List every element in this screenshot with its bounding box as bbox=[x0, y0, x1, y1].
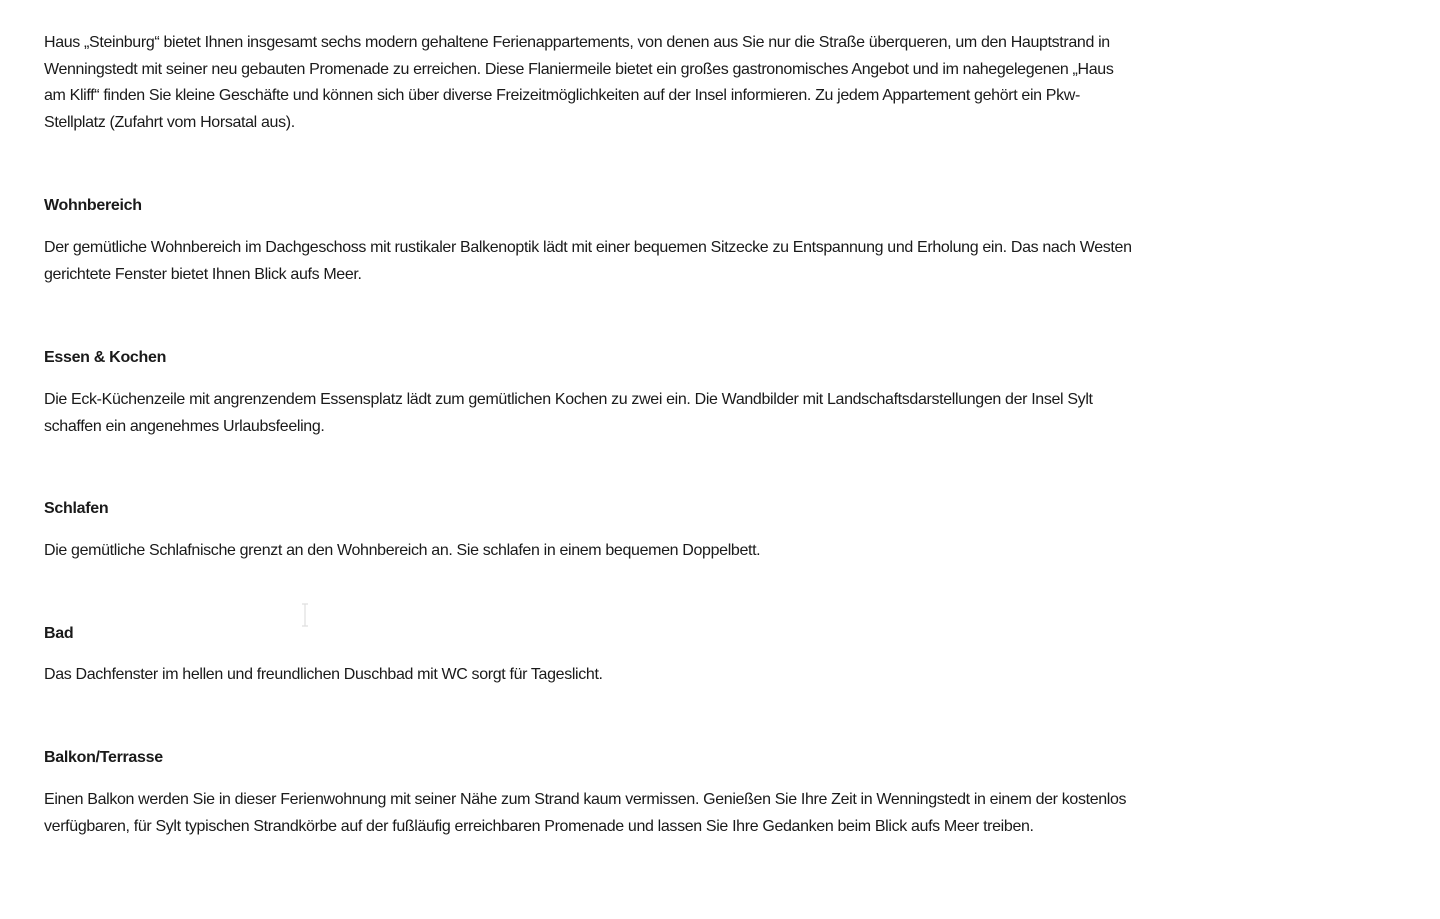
section-paragraph-balkon-terrasse bbox=[44, 787, 1126, 840]
text-line: Stellplatz (Zufahrt vom Horsatal aus). bbox=[44, 114, 295, 132]
text-cursor-icon bbox=[300, 603, 310, 627]
section-paragraph-schlafen bbox=[44, 538, 760, 565]
section-heading-wohnbereich: Wohnbereich bbox=[44, 197, 142, 214]
text-line: Einen Balkon werden Sie in dieser Ferienwohnung mit seiner Nähe zum Strand kaum vermissen. Genießen Sie Ihre Zeit in Wenningstedt in einem der kostenlos bbox=[44, 791, 1127, 808]
text-line: schaffen ein angenehmes Urlaubsfeeling. bbox=[44, 417, 325, 435]
intro-paragraph bbox=[44, 30, 1113, 137]
text-line: Der gemütliche Wohnbereich im Dachgeschoss mit rustikaler Balkenoptik lädt mit einer bequemen Sitzecke zu Entspannung und Erholung ein. Das nach Westen bbox=[44, 239, 1132, 256]
text-line: verfügbaren, für Sylt typischen Strandkörbe auf der fußläufig erreichbaren Promenade und lassen Sie Ihre Gedanken beim Blick aufs Meer treiben. bbox=[44, 817, 1034, 835]
text-line: am Kliff“ finden Sie kleine Geschäfte und können sich über diverse Freizeitmöglichkeiten auf der Insel informieren. Zu jedem Appartement gehört ein Pkw- bbox=[44, 87, 1080, 105]
section-heading-balkon-terrasse: Balkon/Terrasse bbox=[44, 749, 163, 766]
text-line: gerichtete Fenster bietet Ihnen Blick aufs Meer. bbox=[44, 265, 362, 283]
section-paragraph-bad bbox=[44, 662, 603, 689]
section-heading-essen-kochen: Essen & Kochen bbox=[44, 349, 167, 366]
section-paragraph-essen-kochen bbox=[44, 387, 1093, 440]
text-line: Haus „Steinburg“ bietet Ihnen insgesamt sechs modern gehaltene Ferienappartements, von denen aus Sie nur die Straße überqueren, um den Hauptstrand in bbox=[44, 34, 1110, 51]
text-line: Die gemütliche Schlafnische grenzt an den Wohnbereich an. Sie schlafen in einem bequemen Doppelbett. bbox=[44, 542, 761, 559]
section-heading-bad: Bad bbox=[44, 625, 74, 642]
section-heading-schlafen: Schlafen bbox=[44, 500, 109, 517]
text-line: Wenningstedt mit seiner neu gebauten Promenade zu erreichen. Diese Flaniermeile bietet ein großes gastronomisches Angebot und im nahegelegenen „Haus bbox=[44, 60, 1114, 78]
text-line: Die Eck-Küchenzeile mit angrenzendem Essensplatz lädt zum gemütlichen Kochen zu zwei ein. Die Wandbilder mit Landschaftsdarstellungen der Insel Sylt bbox=[44, 391, 1093, 408]
text-line: Das Dachfenster im hellen und freundlichen Duschbad mit WC sorgt für Tageslicht. bbox=[44, 666, 603, 683]
section-paragraph-wohnbereich bbox=[44, 235, 1132, 288]
